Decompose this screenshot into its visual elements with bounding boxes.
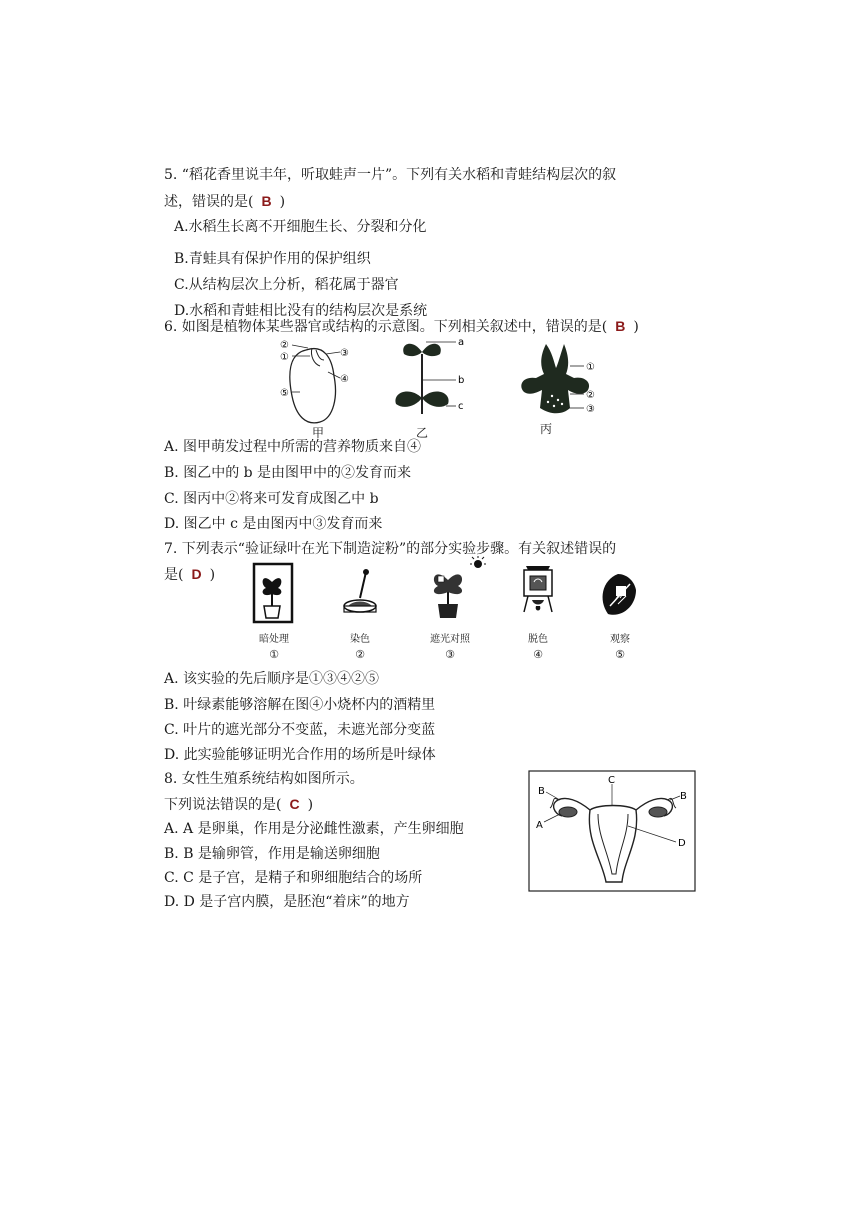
q7-stem-prefix: 是(	[164, 567, 184, 583]
bing-label-1: ①	[586, 362, 595, 373]
reproductive-label-d: D	[678, 838, 686, 849]
q5-stem-line2	[164, 192, 285, 211]
bing-caption: 丙	[539, 422, 552, 436]
step-2-label: 染色	[350, 634, 370, 645]
seedling-diagram-yi	[386, 334, 472, 424]
q8-answer: C	[289, 796, 300, 812]
jia-label-5: ⑤	[280, 388, 289, 399]
q6-option-a: A. 图甲萌发过程中所需的营养物质来自④	[164, 439, 422, 455]
step-2-number: ②	[355, 648, 365, 661]
q8-stem-line2	[164, 795, 313, 814]
q6-answer: B	[615, 318, 626, 334]
q7-stem-suffix: )	[209, 567, 216, 583]
step-1-label: 暗处理	[259, 634, 289, 645]
reproductive-label-a: A	[536, 820, 543, 831]
yi-caption: 乙	[415, 426, 428, 440]
q5-option-c: C.从结构层次上分析，稻花属于器官	[174, 277, 399, 293]
q5-stem-suffix: )	[279, 194, 286, 210]
step-5-label: 观察	[610, 634, 630, 645]
q8-option-d: D. D 是子宫内膜，是胚泡“着床”的地方	[164, 894, 410, 910]
bud-diagram-bing	[512, 338, 608, 422]
q8-option-b: B. B 是输卵管，作用是输送卵细胞	[164, 846, 380, 862]
step-shading-control-illustration	[422, 556, 486, 622]
jia-label-4: ④	[340, 374, 349, 385]
q8-option-c: C. C 是子宫，是精子和卵细胞结合的场所	[164, 870, 423, 886]
q7-option-a: A. 该实验的先后顺序是①③④②⑤	[164, 671, 380, 687]
yi-label-a: a	[458, 337, 465, 348]
jia-label-3: ③	[340, 348, 349, 359]
q6-option-c: C. 图丙中②将来可发育成图乙中 b	[164, 491, 379, 507]
step-1-number: ①	[269, 648, 279, 661]
reproductive-label-b-right: B	[680, 791, 687, 802]
bing-label-2: ②	[586, 390, 595, 401]
q8-stem-line1: 8. 女性生殖系统结构如图所示。	[164, 771, 364, 787]
q7-option-b: B. 叶绿素能够溶解在图④小烧杯内的酒精里	[164, 697, 436, 713]
step-5-number: ⑤	[615, 648, 625, 661]
step-4-number: ④	[533, 648, 543, 661]
q8-stem-prefix: 下列说法错误的是(	[164, 797, 282, 813]
q5-answer: B	[261, 193, 272, 209]
q5-stem-line1: 5. “稻花香里说丰年，听取蛙声一片”。下列有关水稻和青蛙结构层次的叙	[164, 167, 617, 183]
bing-label-3: ③	[586, 404, 595, 415]
q6-option-d: D. 图乙中 c 是由图丙中③发育而来	[164, 516, 383, 532]
q5-stem-prefix: 述，错误的是(	[164, 194, 254, 210]
q5-option-a: A.水稻生长离不开细胞生长、分裂和分化	[174, 219, 427, 235]
q6-stem-prefix: 6. 如图是植物体某些器官或结构的示意图。下列相关叙述中，错误的是(	[164, 319, 608, 335]
step-observation-illustration	[596, 570, 640, 620]
q6-stem-suffix: )	[633, 319, 639, 335]
step-3-label: 遮光对照	[430, 634, 470, 645]
q5-option-b: B.青蛙具有保护作用的保护组织	[174, 251, 371, 267]
yi-label-c: c	[458, 401, 464, 412]
q8-stem-suffix: )	[307, 797, 314, 813]
step-3-number: ③	[445, 648, 455, 661]
reproductive-label-b-left: B	[538, 786, 545, 797]
q6-option-b: B. 图乙中的 b 是由图甲中的②发育而来	[164, 465, 412, 481]
female-reproductive-system-diagram	[528, 770, 698, 894]
q7-option-c: C. 叶片的遮光部分不变蓝，未遮光部分变蓝	[164, 722, 436, 738]
q8-option-a: A. A 是卵巢，作用是分泌雌性激素，产生卵细胞	[164, 821, 464, 837]
step-4-label: 脱色	[528, 634, 548, 645]
q7-answer: D	[191, 566, 202, 582]
q7-stem-line2	[164, 565, 215, 584]
jia-label-2: ②	[280, 340, 289, 351]
q5-option-d: D.水稻和青蛙相比没有的结构层次是系统	[174, 303, 428, 319]
jia-label-1: ①	[280, 352, 289, 363]
step-decolorization-illustration	[518, 560, 558, 624]
step-staining-illustration	[340, 568, 380, 620]
step-dark-treatment-illustration	[252, 562, 294, 624]
jia-caption: 甲	[311, 426, 324, 440]
q7-stem-line1: 7. 下列表示“验证绿叶在光下制造淀粉”的部分实验步骤。有关叙述错误的	[164, 541, 617, 557]
yi-label-b: b	[458, 375, 465, 386]
q7-option-d: D. 此实验能够证明光合作用的场所是叶绿体	[164, 747, 436, 763]
reproductive-label-c: C	[608, 775, 615, 786]
